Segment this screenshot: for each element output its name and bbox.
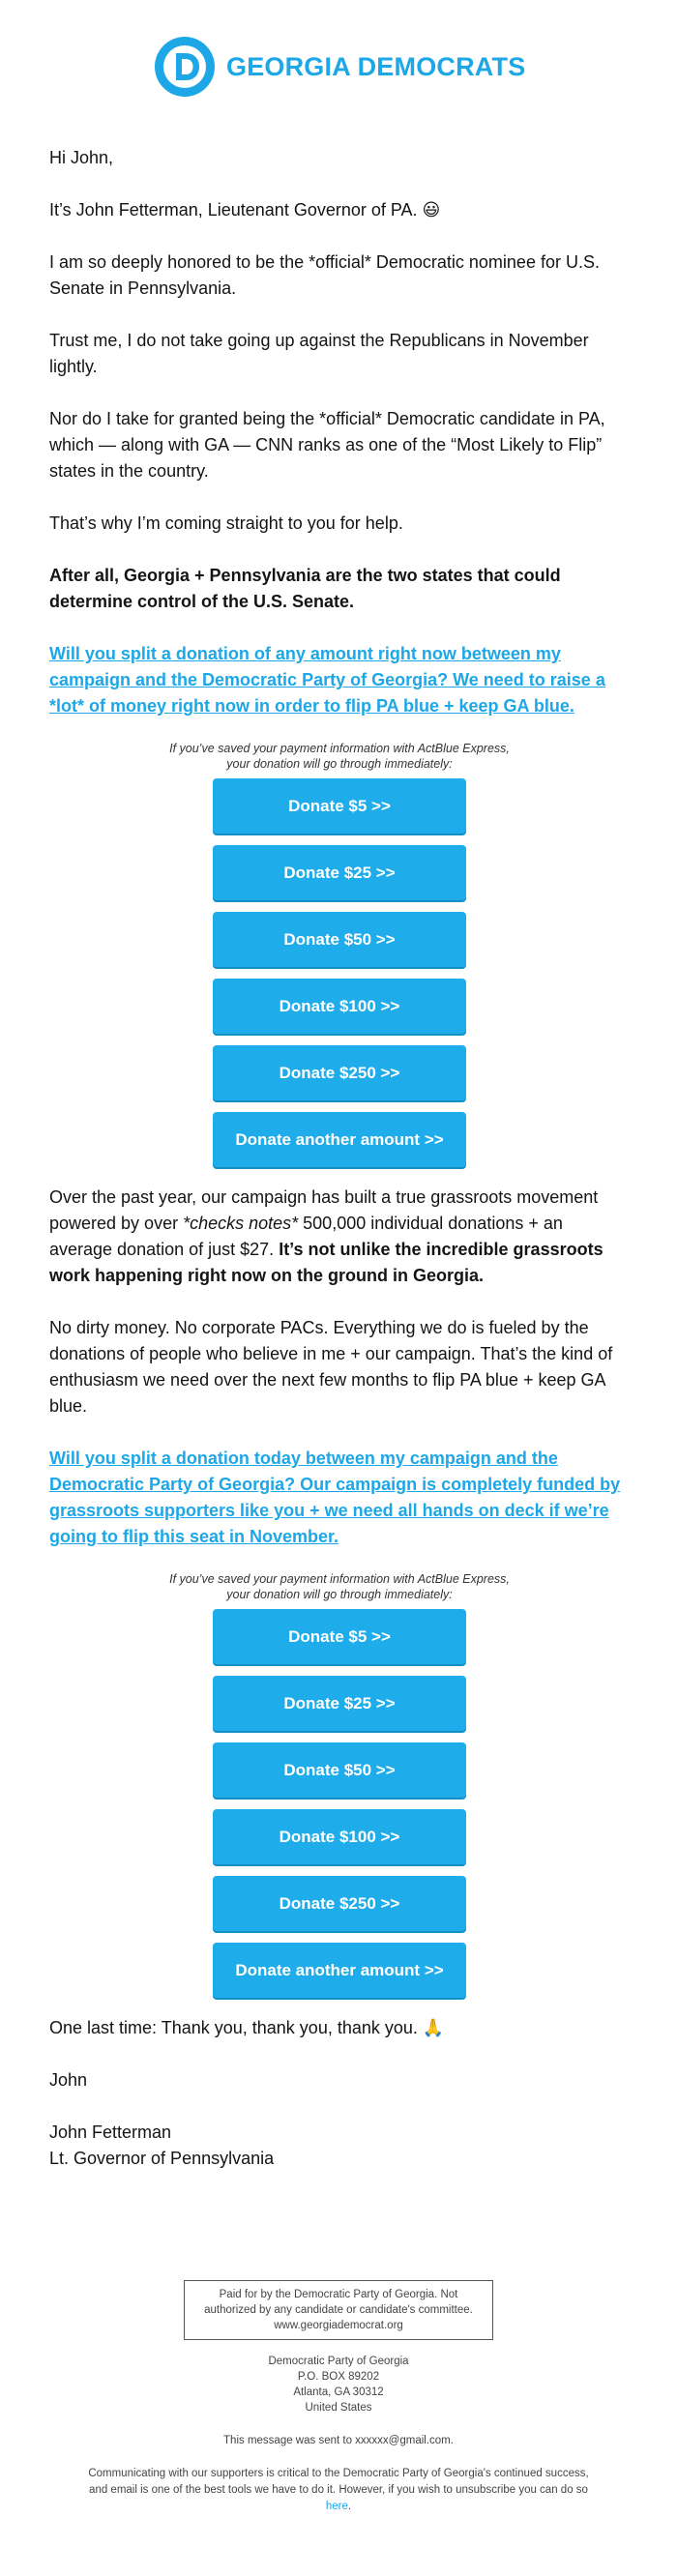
signature-full-name: John Fetterman bbox=[49, 2122, 172, 2142]
donate-25-button[interactable]: Donate $25 >> bbox=[213, 1676, 466, 1731]
grassroots-text-a: Over the past year, our campaign has built a true grassroots movement powered by over bbox=[49, 1187, 599, 1233]
actblue-note-line-2: your donation will go through immediately: bbox=[226, 757, 453, 771]
donate-block-1 bbox=[49, 741, 630, 1167]
paragraph-nominee: I am so deeply honored to be the *official* Democratic nominee for U.S. Senate in Pennsylvania. bbox=[49, 252, 600, 298]
donate-block-2 bbox=[49, 1571, 630, 1998]
unsubscribe-text: Communicating with our supporters is critical to the Democratic Party of Georgia's continued success, and email is one of the best tools we have to do it. However, if you wish to unsubscribe you can do so bbox=[88, 2468, 589, 2496]
donate-other-amount-button[interactable]: Donate another amount >> bbox=[213, 1112, 466, 1167]
donate-5-button[interactable]: Donate $5 >> bbox=[213, 1609, 466, 1664]
greeting: Hi John, bbox=[49, 148, 114, 167]
donate-other-amount-button[interactable]: Donate another amount >> bbox=[213, 1943, 466, 1998]
actblue-note-line-1: If you’ve saved your payment information with ActBlue Express, bbox=[169, 742, 510, 755]
email-body bbox=[49, 145, 630, 2172]
actblue-note bbox=[49, 741, 630, 772]
sent-to-notice: This message was sent to xxxxxx@gmail.com. bbox=[223, 2435, 454, 2446]
unsubscribe-notice bbox=[87, 2466, 590, 2515]
grassroots-text-b: 500,000 individual donations + an average donation of just $27. bbox=[49, 1214, 563, 1259]
senate-control-bold: After all, Georgia + Pennsylvania are the two states that could determine control of the U.S. Senate. bbox=[49, 566, 561, 611]
signature-title: Lt. Governor of Pennsylvania bbox=[49, 2149, 275, 2168]
paragraph-coming-to-you: That’s why I’m coming straight to you for help. bbox=[49, 513, 403, 533]
address-org: Democratic Party of Georgia bbox=[268, 2356, 409, 2367]
paragraph-intro: It’s John Fetterman, Lieutenant Governor of PA. 😃 bbox=[49, 200, 441, 220]
split-donation-link-2[interactable]: Will you split a donation today between my campaign and the Democratic Party of Georgia? Our campaign is completely funded by grassroots supporters like you + we need all hands on deck if we’re going to flip this seat in November. bbox=[49, 1449, 621, 1546]
brand-logo[interactable] bbox=[153, 35, 525, 99]
donate-25-button[interactable]: Donate $25 >> bbox=[213, 845, 466, 900]
paragraph-no-dirty-money: No dirty money. No corporate PACs. Everything we do is fueled by the donations of people who believe in me + our campaign. That’s the kind of enthusiasm we need over the next few months to flip PA blue + keep GA blue. bbox=[49, 1318, 613, 1416]
address-po-box: P.O. BOX 89202 bbox=[297, 2371, 380, 2383]
address-country: United States bbox=[305, 2402, 372, 2414]
paragraph-grassroots bbox=[49, 1185, 630, 1289]
actblue-note-line-1: If you’ve saved your payment information with ActBlue Express, bbox=[169, 1572, 510, 1586]
paragraph-republicans: Trust me, I do not take going up against the Republicans in November lightly. bbox=[49, 331, 589, 376]
brand-name: GEORGIA DEMOCRATS bbox=[226, 51, 526, 81]
democrats-d-logo-icon bbox=[153, 35, 217, 99]
email-footer bbox=[0, 2280, 677, 2515]
donate-250-button[interactable]: Donate $250 >> bbox=[213, 1045, 466, 1100]
donate-100-button[interactable]: Donate $100 >> bbox=[213, 1809, 466, 1864]
donate-100-button[interactable]: Donate $100 >> bbox=[213, 979, 466, 1034]
mailing-address bbox=[0, 2354, 677, 2415]
paid-for-disclaimer: Paid for by the Democratic Party of Georgia. Not authorized by any candidate or candidate's committee. www.georgiademocrat.org bbox=[184, 2280, 493, 2340]
unsubscribe-end: . bbox=[347, 2501, 352, 2512]
unsubscribe-link[interactable]: here bbox=[325, 2501, 348, 2512]
paragraph-most-likely-to-flip: Nor do I take for granted being the *official* Democratic candidate in PA, which — along with GA — CNN ranks as one of the “Most Likely to Flip” states in the country. bbox=[49, 409, 605, 481]
paragraph-senate-control bbox=[49, 563, 630, 615]
actblue-note bbox=[49, 1571, 630, 1602]
donate-5-button[interactable]: Donate $5 >> bbox=[213, 778, 466, 834]
signature-first-name: John bbox=[49, 2070, 88, 2090]
split-donation-link-1[interactable]: Will you split a donation of any amount right now between my campaign and the Democratic Party of Georgia? We need to raise a *lot* of money right now in order to flip PA blue + keep GA blue. bbox=[49, 644, 605, 716]
address-city: Atlanta, GA 30312 bbox=[293, 2386, 384, 2398]
donate-50-button[interactable]: Donate $50 >> bbox=[213, 912, 466, 967]
donate-50-button[interactable]: Donate $50 >> bbox=[213, 1742, 466, 1798]
paragraph-thank-you: One last time: Thank you, thank you, thank you. 🙏 bbox=[49, 2018, 445, 2037]
grassroots-bold: It’s not unlike the incredible grassroots work happening right now on the ground in Georgia. bbox=[49, 1240, 603, 1285]
donate-250-button[interactable]: Donate $250 >> bbox=[213, 1876, 466, 1931]
checks-notes: *checks notes* bbox=[183, 1214, 299, 1233]
actblue-note-line-2: your donation will go through immediately: bbox=[226, 1588, 453, 1601]
